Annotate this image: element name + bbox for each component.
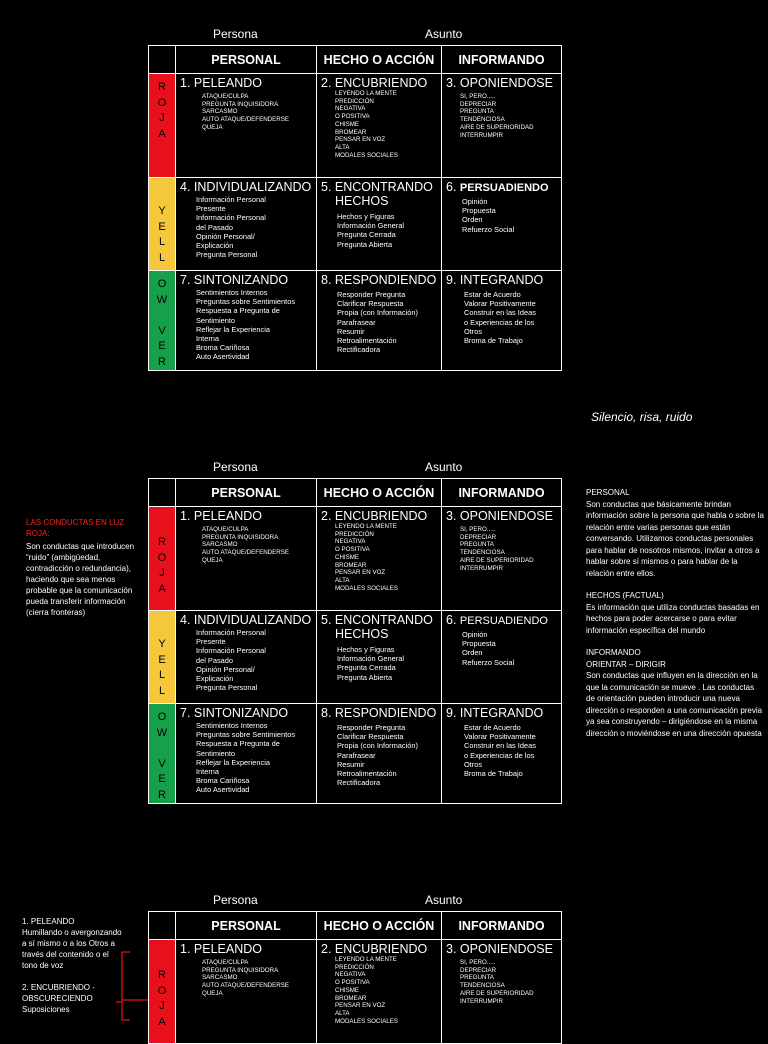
cell-integrando: 9. INTEGRANDO Estar de Acuerdo Valorar Positivamente Construir en las Ideas o Experiencias de los Otros Broma de Trabajo: [442, 271, 562, 371]
asunto-label: Asunto: [425, 893, 463, 907]
persona-label: Persona: [213, 27, 258, 41]
items-list: Hechos y Figuras Información General Pregunta Cerrada Pregunta Abierta: [337, 645, 404, 682]
cell-encontrando-hechos: 5. ENCONTRANDO HECHOS Hechos y Figuras Información General Pregunta Cerrada Pregunta Abierta: [317, 178, 442, 271]
items-list: Información Personal Presente Información Personal del Pasado Opinión Personal/ Explicación Pregunta Personal: [196, 195, 266, 260]
chart-block-2: [148, 460, 561, 804]
cell-peleando: 1. PELEANDO ATAQUE/CULPA PREGUNTA INQUISIDORA SARCASMO AUTO ATAQUE/DEFENDERSE QUEJA: [176, 507, 317, 611]
cell-sintonizando: 7. SINTONIZANDO Sentimientos Internos Preguntas sobre Sentimientos Respuesta a Pregunta de Sentimiento Reflejar la Experiencia Interna Broma Cariñosa Auto Asertividad: [176, 704, 317, 804]
persona-label: Persona: [213, 893, 258, 907]
cell-respondiendo: 8. RESPONDIENDO Responder Pregunta Clarificar Respuesta Propia (con Información) Parafrasear Resumir Retroalimentación Rectificadora: [317, 271, 442, 371]
items-list: Estar de Acuerdo Valorar Positivamente Construir en las Ideas o Experiencias de los Otros Broma de Trabajo: [464, 723, 536, 779]
items-list: Información Personal Presente Información Personal del Pasado Opinión Personal/ Explicación Pregunta Personal: [196, 628, 266, 693]
note-heading-personal: PERSONAL: [586, 488, 630, 497]
side-green: O W V E R: [149, 271, 176, 371]
behavior-grid: [148, 478, 562, 804]
cell-encubriendo: 2. ENCUBRIENDO LEYENDO LA MENTE PREDICCIÓN NEGATIVA O POSITIVA CHISME BROMEAR PENSAR EN VOZ ALTA MODALES SOCIALES: [317, 940, 442, 1044]
cell-individualizando: 4. INDIVIDUALIZANDO Información Personal Presente Información Personal del Pasado Opinión Personal/ Explicación Pregunta Personal: [176, 611, 317, 704]
items-list: Sentimientos Internos Preguntas sobre Sentimientos Respuesta a Pregunta de Sentimiento Reflejar la Experiencia Interna Broma Cariñosa Auto Asertividad: [196, 721, 296, 795]
cell-oponiendose: 3. OPONIENDOSE SI, PERO..... DEPRECIAR PREGUNTA TENDENCIOSA AIRE DE SUPERIORIDAD INTERRUMPIR: [442, 74, 562, 178]
header-personal: PERSONAL: [176, 479, 317, 507]
cell-oponiendose: 3. OPONIENDOSE SI, PERO..... DEPRECIAR PREGUNTA TENDENCIOSA AIRE DE SUPERIORIDAD INTERRUMPIR: [442, 507, 562, 611]
left-note: [26, 517, 144, 618]
items-list: Hechos y Figuras Información General Pregunta Cerrada Pregunta Abierta: [337, 212, 404, 249]
side-yellow: Y E L L: [149, 178, 176, 271]
right-note: PERSONAL Son conductas que básicamente brindan información sobre la persona que habla o sobre la relación entre varias personas que están conversando. Utilizamos conductas personales para hablar de nosotros mismos, invitar a otros a hablar sobre sí mismos o para hablar de la relación entre ellos. HECHOS (FACTUAL) Es información que utiliza conductas basadas en hechos para poder acercarse o para evitar información específica del mundo INFORMANDO ORIENTAR – DIRIGIR Son conductas que influyen en la dirección en la que la comunicación se mueve . Las conductas de orientación pueden introducir una nueva dirección o responden a una comunicación previa ya sea construyendo – dirigiéndose en la misma dirección o moviéndose en una dirección opuesta: [586, 488, 764, 738]
cell-encontrando-hechos: 5. ENCONTRANDO HECHOS Hechos y Figuras Información General Pregunta Cerrada Pregunta Abierta: [317, 611, 442, 704]
persona-label: Persona: [213, 460, 258, 474]
items-list: LEYENDO LA MENTE PREDICCIÓN NEGATIVA O POSITIVA CHISME BROMEAR PENSAR EN VOZ ALTA MODALES SOCIALES: [335, 90, 398, 159]
cell-integrando: 9. INTEGRANDO Estar de Acuerdo Valorar Positivamente Construir en las Ideas o Experiencias de los Otros Broma de Trabajo: [442, 704, 562, 804]
cell-oponiendose: 3. OPONIENDOSE SI, PERO..... DEPRECIAR PREGUNTA TENDENCIOSA AIRE DE SUPERIORIDAD INTERRUMPIR: [442, 940, 562, 1044]
cell-peleando: 1. PELEANDO ATAQUE/CULPA PREGUNTA INQUISIDORA SARCASMO AUTO ATAQUE/DEFENDERSE QUEJA: [176, 940, 317, 1044]
left-note-body: Son conductas que introducen “ruido” (ambigüedad, contradicción o redundancia), haciendo que sea menos probable que la comunicación pueda transferir información (cierra fronteras): [26, 542, 135, 617]
items-list: ATAQUE/CULPA PREGUNTA INQUISIDORA SARCASMO AUTO ATAQUE/DEFENDERSE QUEJA: [202, 93, 289, 131]
header-informando: INFORMANDO: [442, 479, 562, 507]
items-list: SI, PERO..... DEPRECIAR PREGUNTA TENDENCIOSA AIRE DE SUPERIORIDAD INTERRUMPIR: [460, 959, 534, 1005]
side-roja: R O J A: [149, 940, 176, 1044]
items-list: Estar de Acuerdo Valorar Positivamente Construir en las Ideas o Experiencias de los Otros Broma de Trabajo: [464, 290, 536, 346]
side-yellow: Y E L L: [149, 611, 176, 704]
items-list: Opinión Propuesta Orden Refuerzo Social: [462, 197, 515, 234]
asunto-label: Asunto: [425, 27, 463, 41]
items-list: Responder Pregunta Clarificar Respuesta Propia (con Información) Parafrasear Resumir Retroalimentación Rectificadora: [337, 290, 418, 355]
items-list: SI, PERO..... DEPRECIAR PREGUNTA TENDENCIOSA AIRE DE SUPERIORIDAD INTERRUMPIR: [460, 526, 534, 572]
side-roja: R O J A: [149, 507, 176, 611]
bracket-connector: [116, 950, 150, 1024]
behavior-grid: [148, 45, 562, 371]
cell-individualizando: 4. INDIVIDUALIZANDO Información Personal Presente Información Personal del Pasado Opinión Personal/ Explicación Pregunta Personal: [176, 178, 317, 271]
side-green: O W V E R: [149, 704, 176, 804]
left-note-title: LAS CONDUCTAS EN LUZ ROJA:: [26, 518, 125, 538]
chart-block-3: [148, 893, 561, 1044]
chart-block-1: [148, 27, 561, 371]
header-hecho: HECHO O ACCIÓN: [317, 46, 442, 74]
cell-sintonizando: 7. SINTONIZANDO Sentimientos Internos Preguntas sobre Sentimientos Respuesta a Pregunta de Sentimiento Reflejar la Experiencia Interna Broma Cariñosa Auto Asertividad: [176, 271, 317, 371]
items-list: LEYENDO LA MENTE PREDICCIÓN NEGATIVA O POSITIVA CHISME BROMEAR PENSAR EN VOZ ALTA MODALES SOCIALES: [335, 523, 398, 592]
items-list: LEYENDO LA MENTE PREDICCIÓN NEGATIVA O POSITIVA CHISME BROMEAR PENSAR EN VOZ ALTA MODALES SOCIALES: [335, 956, 398, 1025]
behavior-grid: [148, 911, 562, 1044]
items-list: Responder Pregunta Clarificar Respuesta Propia (con Información) Parafrasear Resumir Retroalimentación Rectificadora: [337, 723, 418, 788]
cell-persuadiendo: 6. PERSUADIENDO Opinión Propuesta Orden Refuerzo Social: [442, 178, 562, 271]
cell-persuadiendo: 6. PERSUADIENDO Opinión Propuesta Orden Refuerzo Social: [442, 611, 562, 704]
cell-respondiendo: 8. RESPONDIENDO Responder Pregunta Clarificar Respuesta Propia (con Información) Parafrasear Resumir Retroalimentación Rectificadora: [317, 704, 442, 804]
items-list: ATAQUE/CULPA PREGUNTA INQUISIDORA SARCASMO AUTO ATAQUE/DEFENDERSE QUEJA: [202, 526, 289, 564]
note-heading-informando: INFORMANDO: [586, 648, 641, 657]
header-informando: INFORMANDO: [442, 912, 562, 940]
header-hecho: HECHO O ACCIÓN: [317, 912, 442, 940]
cell-peleando: 1. PELEANDO ATAQUE/CULPA PREGUNTA INQUISIDORA SARCASMO AUTO ATAQUE/DEFENDERSE QUEJA: [176, 74, 317, 178]
header-hecho: HECHO O ACCIÓN: [317, 479, 442, 507]
cell-encubriendo: 2. ENCUBRIENDO LEYENDO LA MENTE PREDICCIÓN NEGATIVA O POSITIVA CHISME BROMEAR PENSAR EN VOZ ALTA MODALES SOCIALES: [317, 74, 442, 178]
silencio-caption: Silencio, risa, ruido: [591, 410, 693, 424]
cell-encubriendo: 2. ENCUBRIENDO LEYENDO LA MENTE PREDICCIÓN NEGATIVA O POSITIVA CHISME BROMEAR PENSAR EN VOZ ALTA MODALES SOCIALES: [317, 507, 442, 611]
header-personal: PERSONAL: [176, 912, 317, 940]
bottom-left-note: 1. PELEANDO Humillando o avergonzando a sí mismo o a los Otros a través del contenido o el tono de voz 2. ENCUBRIENDO - OBSCURECIENDO Suposiciones: [22, 917, 122, 1014]
items-list: SI, PERO..... DEPRECIAR PREGUNTA TENDENCIOSA AIRE DE SUPERIORIDAD INTERRUMPIR: [460, 93, 534, 139]
side-roja: R O J A: [149, 74, 176, 178]
header-personal: PERSONAL: [176, 46, 317, 74]
items-list: ATAQUE/CULPA PREGUNTA INQUISIDORA SARCASMO AUTO ATAQUE/DEFENDERSE QUEJA: [202, 959, 289, 997]
asunto-label: Asunto: [425, 460, 463, 474]
items-list: Sentimientos Internos Preguntas sobre Sentimientos Respuesta a Pregunta de Sentimiento Reflejar la Experiencia Interna Broma Cariñosa Auto Asertividad: [196, 288, 296, 362]
note-heading-hechos: HECHOS (FACTUAL): [586, 591, 664, 600]
header-informando: INFORMANDO: [442, 46, 562, 74]
items-list: Opinión Propuesta Orden Refuerzo Social: [462, 630, 515, 667]
